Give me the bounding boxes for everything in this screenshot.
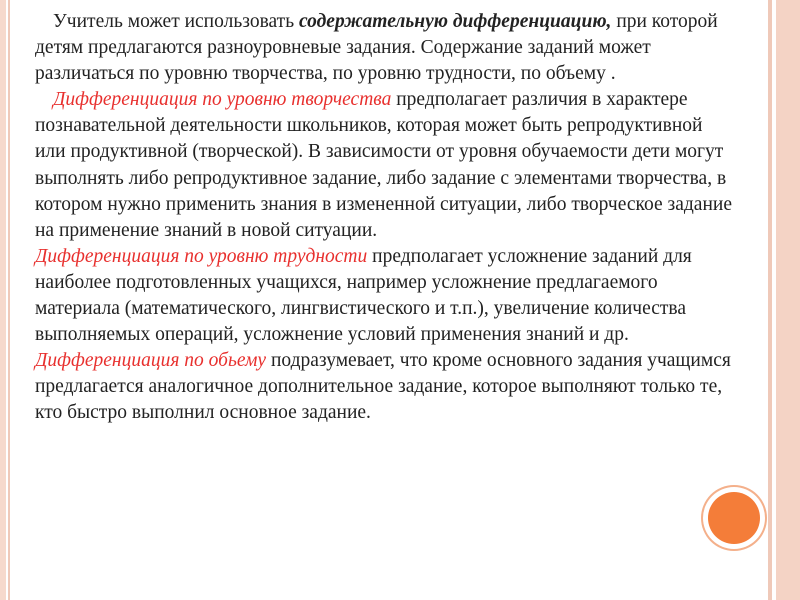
left-frame-border	[0, 0, 14, 600]
term-creativity: Дифференциация по уровню творчества	[53, 89, 392, 111]
slide-text-body	[35, 9, 735, 427]
right-frame-border	[766, 0, 800, 600]
intro-text-start: Учитель может использовать	[53, 11, 299, 32]
paragraph-volume	[35, 348, 735, 426]
term-difficulty: Дифференциация по уровню трудности	[35, 245, 368, 267]
paragraph-creativity	[35, 87, 735, 244]
creativity-text: предполагает различия в характере познавательной деятельности школьников, которая может быть репродуктивной или продуктивной (творческой). В зависимости от уровня обучаемости дети могут выполнять либо репродуктивное задание, либо задание с элементами творчества, в котором нужно применить знания в измененной ситуации, либо творческое задание на применение знаний в новой ситуации.	[35, 89, 732, 241]
volume-text: подразумевает, что кроме основного задания учащимся предлагается аналогичное дополнительное задание, которое выполняют только те, кто быстро выполнил основное задание.	[35, 350, 731, 424]
difficulty-text: предполагает усложнение заданий для наиболее подготовленных учащихся, например усложнение предлагаемого материала (математического, лингвистического и т.п.), увеличение количества выполняемых операций, усложнение условий применения знаний и др.	[35, 245, 692, 346]
intro-text-end: при которой детям предлагаются разноуровневые задания. Содержание заданий может различаться по уровню творчества, по уровню трудности, по объему .	[35, 11, 718, 85]
intro-emphasis: содержательную дифференциацию,	[298, 11, 612, 32]
decorative-orange-circle	[708, 492, 760, 544]
paragraph-difficulty	[35, 244, 735, 348]
paragraph-intro	[35, 9, 735, 87]
term-volume: Дифференциация по обьему	[35, 350, 267, 372]
